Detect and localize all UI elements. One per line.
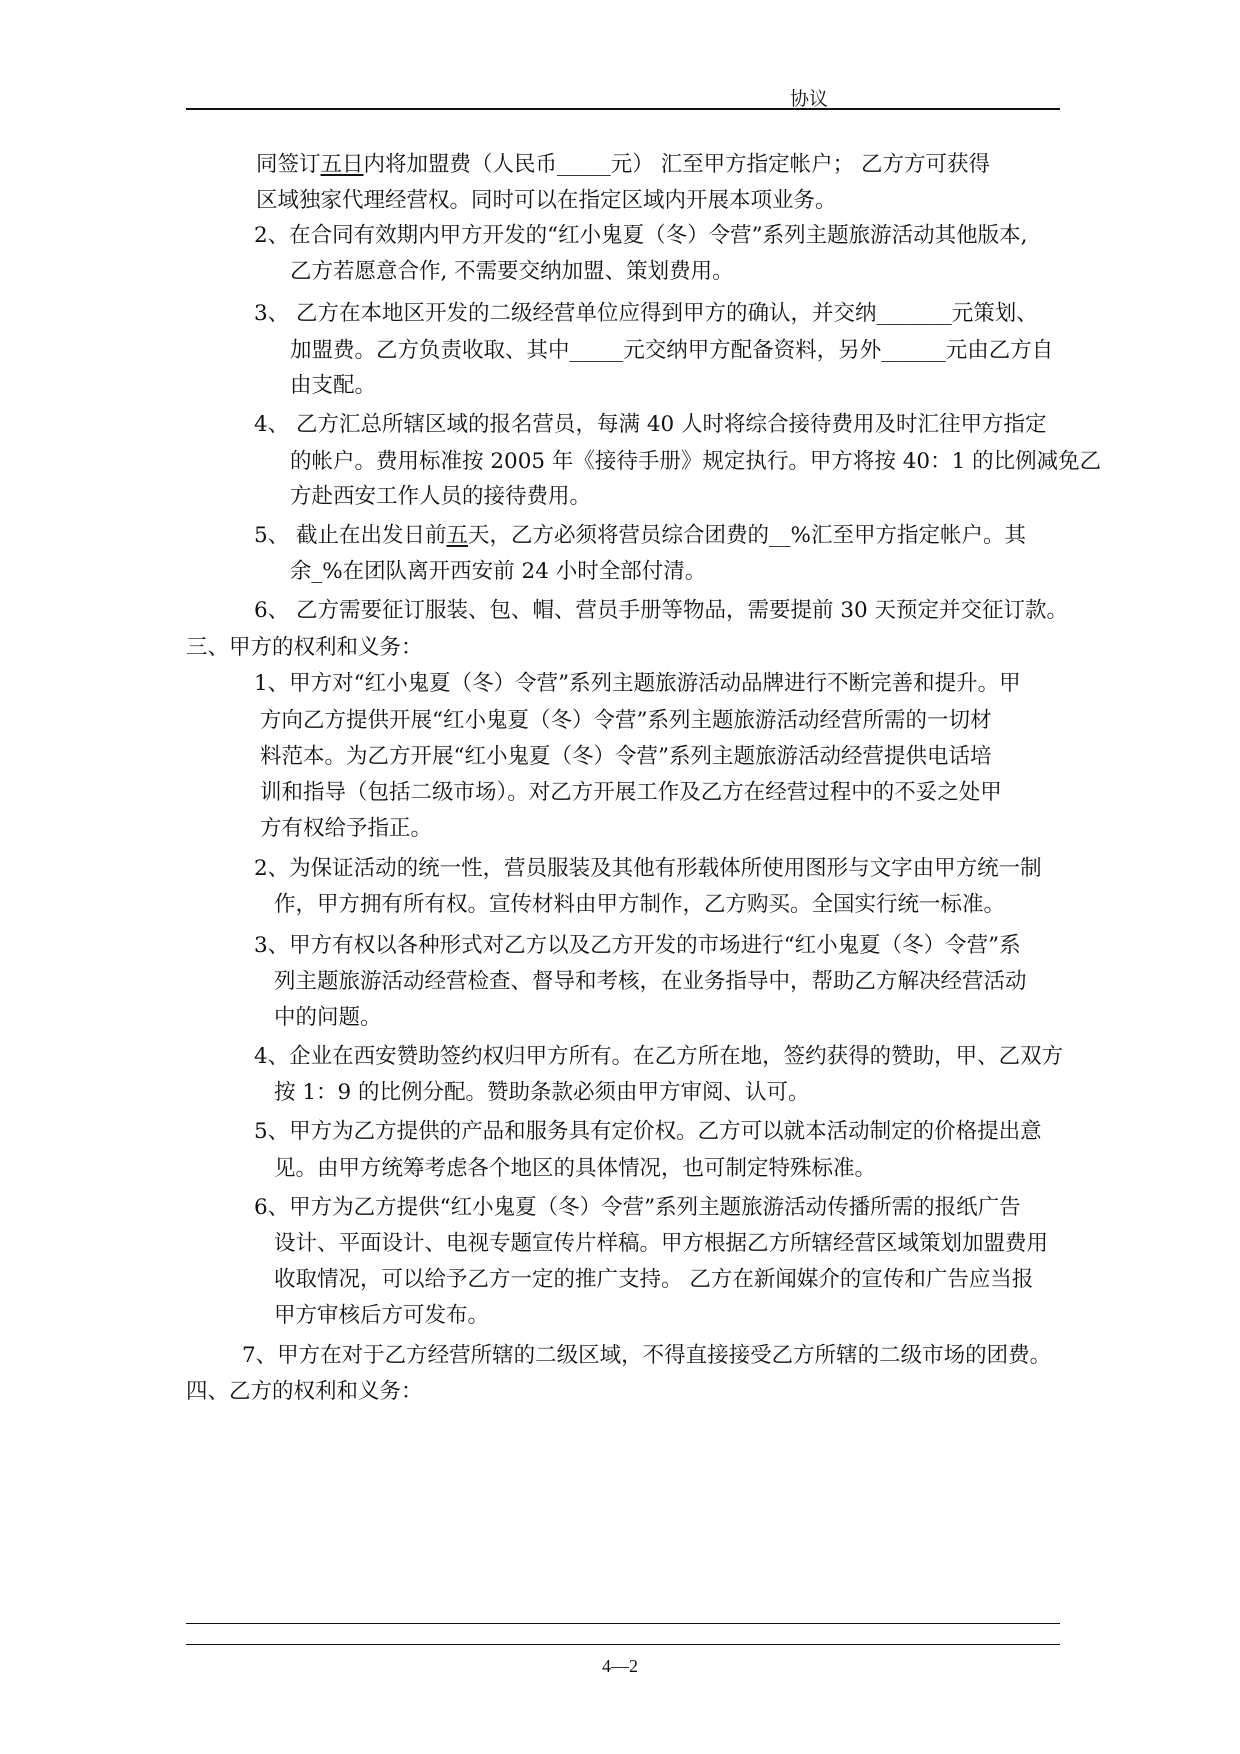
text-line: 2、在合同有效期内甲方开发的“红小鬼夏（冬）令营”系列主题旅游活动其他版本, (254, 223, 1028, 248)
section-heading: 四、乙方的权利和义务： (186, 1379, 423, 1404)
text-line: 余_%在团队离开西安前 24 小时全部付清。 (290, 559, 707, 584)
text-line: 3、甲方有权以各种形式对乙方以及乙方开发的市场进行“红小鬼夏（冬）令营”系 (254, 933, 1021, 958)
text-line: 4、企业在西安赞助签约权归甲方所有。在乙方所在地，签约获得的赞助，甲、乙双方 (254, 1044, 1064, 1069)
text-line: 收取情况，可以给予乙方一定的推广支持。 乙方在新闻媒介的宣传和广告应当报 (274, 1267, 1034, 1292)
header-title: 协议 (790, 88, 829, 110)
text-line: 5、甲方为乙方提供的产品和服务具有定价权。乙方可以就本活动制定的价格提出意 (254, 1119, 1042, 1144)
text-fragment: 同签订 (256, 152, 321, 177)
text-line: 2、为保证活动的统一性，营员服装及其他有形载体所使用图形与文字由甲方统一制 (254, 856, 1042, 881)
text-line: 中的问题。 (274, 1005, 382, 1030)
text-line: 7、甲方在对于乙方经营所辖的二级区域，不得直接接受乙方所辖的二级市场的团费。 (242, 1343, 1052, 1368)
text-line: 加盟费。乙方负责收取、其中_____元交纳甲方配备资料，另外______元由乙方自 (290, 338, 1054, 363)
text-line: 训和指导（包括二级市场）。对乙方开展工作及乙方在经营过程中的不妥之处甲 (260, 780, 1002, 805)
header-rule (186, 108, 1060, 110)
text-line: 6、 乙方需要征订服装、包、帽、营员手册等物品，需要提前 30 天预定并交征订款。 (254, 598, 1069, 623)
text-line: 按 1：9 的比例分配。赞助条款必须由甲方审阅、认可。 (274, 1080, 810, 1105)
text-fragment: 元） 汇至甲方指定帐户； 乙方方可获得 (610, 152, 990, 177)
footer-rule-top (186, 1623, 1060, 1624)
text-line: 乙方若愿意合作, 不需要交纳加盟、策划费用。 (290, 259, 734, 284)
text-line (254, 522, 1026, 550)
text-line: 方向乙方提供开展“红小鬼夏（冬）令营”系列主题旅游活动经营所需的一切材 (260, 708, 992, 733)
page-number: 4—2 (602, 1656, 638, 1676)
blank-field: _____ (557, 152, 611, 177)
text-line: 甲方审核后方可发布。 (274, 1303, 490, 1328)
text-line: 区域独家代理经营权。同时可以在指定区域内开展本项业务。 (256, 188, 837, 213)
text-line (256, 151, 990, 179)
text-line: 方有权给予指正。 (260, 816, 433, 841)
underlined-term: 五日 (320, 152, 364, 177)
text-line: 6、甲方为乙方提供“红小鬼夏（冬）令营”系列主题旅游活动传播所需的报纸广告 (254, 1195, 1021, 1220)
section-heading: 三、甲方的权利和义务： (186, 635, 423, 660)
text-line: 方赴西安工作人员的接待费用。 (290, 484, 592, 509)
text-line: 3、 乙方在本地区开发的二级经营单位应得到甲方的确认，并交纳_______元策划、 (254, 301, 1038, 326)
text-line: 1、甲方对“红小鬼夏（冬）令营”系列主题旅游活动品牌进行不断完善和提升。甲 (254, 671, 1021, 696)
text-line: 4、 乙方汇总所辖区域的报名营员，每满 40 人时将综合接待费用及时汇往甲方指定 (254, 412, 1047, 437)
text-line: 设计、平面设计、电视专题宣传片样稿。甲方根据乙方所辖经营区域策划加盟费用 (274, 1231, 1049, 1256)
text-fragment: 5、 截止在出发日前 (254, 523, 447, 548)
text-line: 由支配。 (290, 373, 377, 398)
text-fragment: 内将加盟费（人民币 (363, 152, 558, 177)
underlined-term: 五 (446, 523, 469, 548)
footer-rule-bottom (186, 1644, 1060, 1645)
text-line: 的帐户。费用标准按 2005 年《接待手册》规定执行。甲方将按 40：1 的比例减免乙 (290, 449, 1102, 474)
text-fragment: 天，乙方必须将营员综合团费的__%汇至甲方指定帐户。其 (468, 523, 1026, 548)
text-line: 料范本。为乙方开展“红小鬼夏（冬）令营”系列主题旅游活动经营提供电话培 (260, 744, 992, 769)
text-line: 作，甲方拥有所有权。宣传材料由甲方制作，乙方购买。全国实行统一标准。 (274, 892, 1006, 917)
text-line: 列主题旅游活动经营检查、督导和考核，在业务指导中，帮助乙方解决经营活动 (274, 969, 1027, 994)
text-line: 见。由甲方统筹考虑各个地区的具体情况，也可制定特殊标准。 (274, 1156, 877, 1181)
